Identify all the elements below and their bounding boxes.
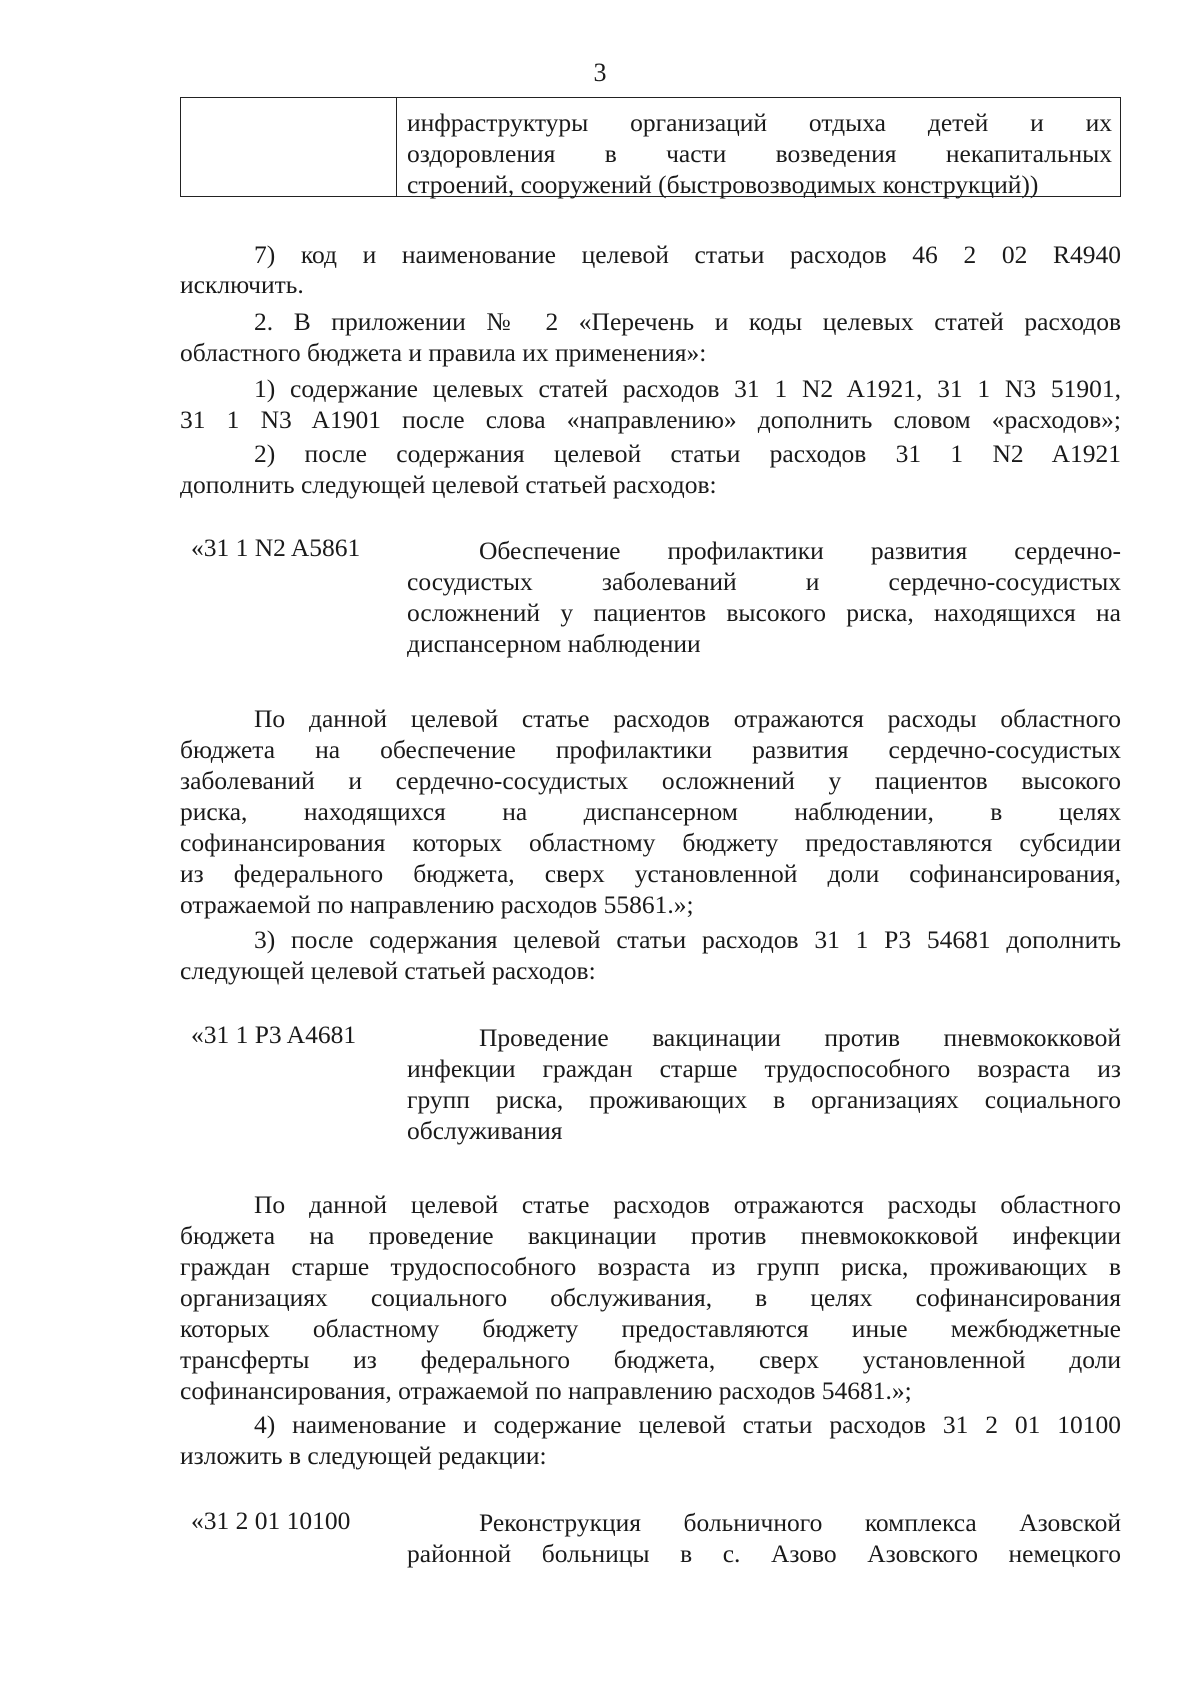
table-cell-line: оздоровления в части возведения некапитальных [407, 139, 1112, 168]
item-2-line: дополнить следующей целевой статьей расходов: [180, 470, 717, 499]
item-4-line: изложить в следующей редакции: [180, 1441, 547, 1470]
page-number: 3 [593, 58, 607, 87]
table-cell-line: инфраструктуры организаций отдыха детей и их [407, 108, 1112, 137]
para-code-1-line: заболеваний и сердечно-сосудистых осложнений у пациентов высокого [180, 766, 1121, 795]
item-1-line: 1) содержание целевых статей расходов 31 1 N2 A1921, 31 1 N3 51901, [254, 374, 1121, 403]
para-code-1-line: из федерального бюджета, сверх установленной доли софинансирования, [180, 859, 1121, 888]
code-1-desc-line: сосудистых заболеваний и сердечно-сосудистых [407, 567, 1121, 596]
para-7-line: исключить. [180, 270, 304, 299]
para-code-2-line: По данной целевой статье расходов отражаются расходы областного [254, 1190, 1121, 1219]
para-code-1-line: риска, находящихся на диспансерном наблюдении, в целях [180, 797, 1121, 826]
table-cell-line: строений, сооружений (быстровозводимых конструкций)) [407, 170, 1039, 199]
para-code-1-line: отражаемой по направлению расходов 55861.»; [180, 890, 694, 919]
continuation-table [180, 97, 1121, 197]
para-2-line: областного бюджета и правила их применения»: [180, 338, 707, 367]
code-2-desc-line: Проведение вакцинации против пневмококковой [479, 1023, 1121, 1052]
para-code-2-line: граждан старше трудоспособного возраста из групп риска, проживающих в [180, 1252, 1121, 1281]
budget-code-1: «31 1 N2 A5861 [191, 533, 361, 562]
item-2-line: 2) после содержания целевой статьи расходов 31 1 N2 A1921 [254, 439, 1121, 468]
para-code-2-line: трансферты из федерального бюджета, сверх установленной доли [180, 1345, 1121, 1374]
table-divider [396, 98, 397, 196]
code-1-desc-line: диспансерном наблюдении [407, 629, 701, 658]
budget-code-2: «31 1 P3 A4681 [191, 1020, 357, 1049]
budget-code-2-description [407, 1022, 1121, 1146]
para-code-2-line: организациях социального обслуживания, в целях софинансирования [180, 1283, 1121, 1312]
code-3-desc-line: районной больницы в с. Азово Азовского немецкого [407, 1539, 1121, 1568]
budget-code-3-description [407, 1507, 1121, 1569]
para-code-1-line: По данной целевой статье расходов отражаются расходы областного [254, 704, 1121, 733]
item-4-line: 4) наименование и содержание целевой статьи расходов 31 2 01 10100 [254, 1410, 1121, 1439]
para-code-2-line: бюджета на проведение вакцинации против пневмококковой инфекции [180, 1221, 1121, 1250]
para-7-line: 7) код и наименование целевой статьи расходов 46 2 02 R4940 [254, 240, 1121, 269]
code-1-desc-line: Обеспечение профилактики развития сердечно- [479, 536, 1121, 565]
para-2-line: 2. В приложении № 2 «Перечень и коды целевых статей расходов [254, 307, 1121, 336]
code-2-desc-line: инфекции граждан старше трудоспособного возраста из [407, 1054, 1121, 1083]
code-2-desc-line: обслуживания [407, 1116, 563, 1145]
budget-code-1-description [407, 535, 1121, 659]
para-code-2-line: софинансирования, отражаемой по направлению расходов 54681.»; [180, 1376, 912, 1405]
para-code-1-line: бюджета на обеспечение профилактики развития сердечно-сосудистых [180, 735, 1121, 764]
item-3-line: 3) после содержания целевой статьи расходов 31 1 P3 54681 дополнить [254, 925, 1121, 954]
code-1-desc-line: осложнений у пациентов высокого риска, находящихся на [407, 598, 1121, 627]
code-3-desc-line: Реконструкция больничного комплекса Азовской [479, 1508, 1121, 1537]
table-cell-text [407, 107, 1112, 200]
budget-code-3: «31 2 01 10100 [191, 1506, 351, 1535]
item-3-line: следующей целевой статьей расходов: [180, 956, 596, 985]
para-code-2-line: которых областному бюджету предоставляются иные межбюджетные [180, 1314, 1121, 1343]
item-1-line: 31 1 N3 A1901 после слова «направлению» дополнить словом «расходов»; [180, 405, 1121, 434]
code-2-desc-line: групп риска, проживающих в организациях социального [407, 1085, 1121, 1114]
para-code-1-line: софинансирования которых областному бюджету предоставляются субсидии [180, 828, 1121, 857]
